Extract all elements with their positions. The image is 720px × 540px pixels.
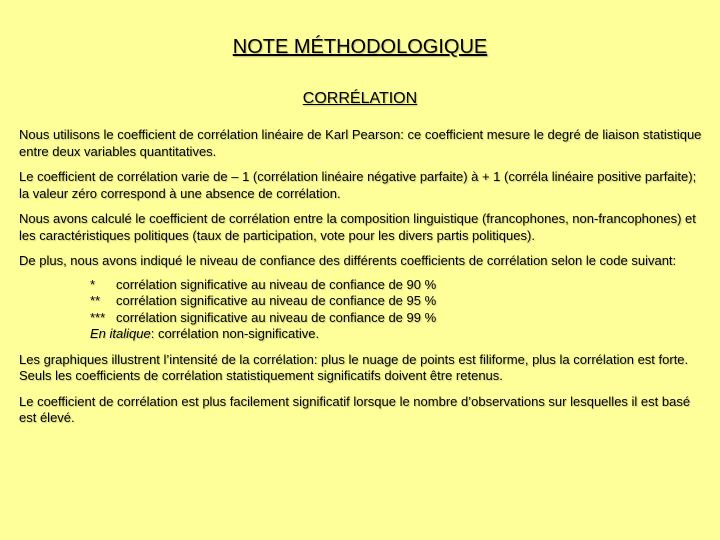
paragraph-pearson: Nous utilisons le coefficient de corrélation linéaire de Karl Pearson: ce coefficient mesure le degré de liaison statistique entre deux variables quantitatives.: [19, 127, 702, 159]
paragraph-range: Le coefficient de corrélation varie de – 1 (corrélation linéaire négative parfaite) à + 1 (corréla linéaire positive parfaite); la valeur zéro correspond à une absence de corrélation.: [19, 169, 697, 201]
code-symbol: **: [90, 293, 101, 308]
paragraph-graphs: Les graphiques illustrent l’intensité de la corrélation: plus le nuage de points est filiforme, plus la corrélation est forte. Seuls les coefficients de corrélation statistiquement significatifs doivent être retenus.: [19, 351, 689, 383]
paragraph-confidence: De plus, nous avons indiqué le niveau de confiance des différents coefficients de corrélation selon le code suivant:: [19, 253, 677, 268]
body-text: [19, 127, 703, 436]
code-item: [90, 310, 703, 327]
code-item: [90, 277, 703, 294]
section-title: CORRÉLATION: [302, 90, 418, 107]
italic-label: En italique: [90, 326, 151, 341]
italic-text: : corrélation non-significative.: [150, 326, 320, 341]
significance-code-list: [90, 277, 703, 343]
code-symbol: ***: [90, 309, 106, 325]
code-text: corrélation significative au niveau de confiance de 90 %: [116, 276, 437, 292]
code-item-italic: [90, 326, 703, 343]
page-title: NOTE MÉTHODOLOGIQUE: [232, 36, 488, 58]
paragraph-observations: Le coefficient de corrélation est plus facilement significatif lorsque le nombre d’observations sur lesquelles il est basé est élevé.: [19, 393, 691, 425]
code-symbol: *: [90, 276, 96, 292]
code-text: corrélation significative au niveau de confiance de 95 %: [116, 293, 437, 308]
code-item: [90, 293, 703, 310]
paragraph-variables: Nous avons calculé le coefficient de corrélation entre la composition linguistique (francophones, non-francophones) et les caractéristiques politiques (taux de participation, vote pour les divers partis politiques).: [19, 211, 696, 243]
code-text: corrélation significative au niveau de confiance de 99 %: [116, 309, 437, 325]
